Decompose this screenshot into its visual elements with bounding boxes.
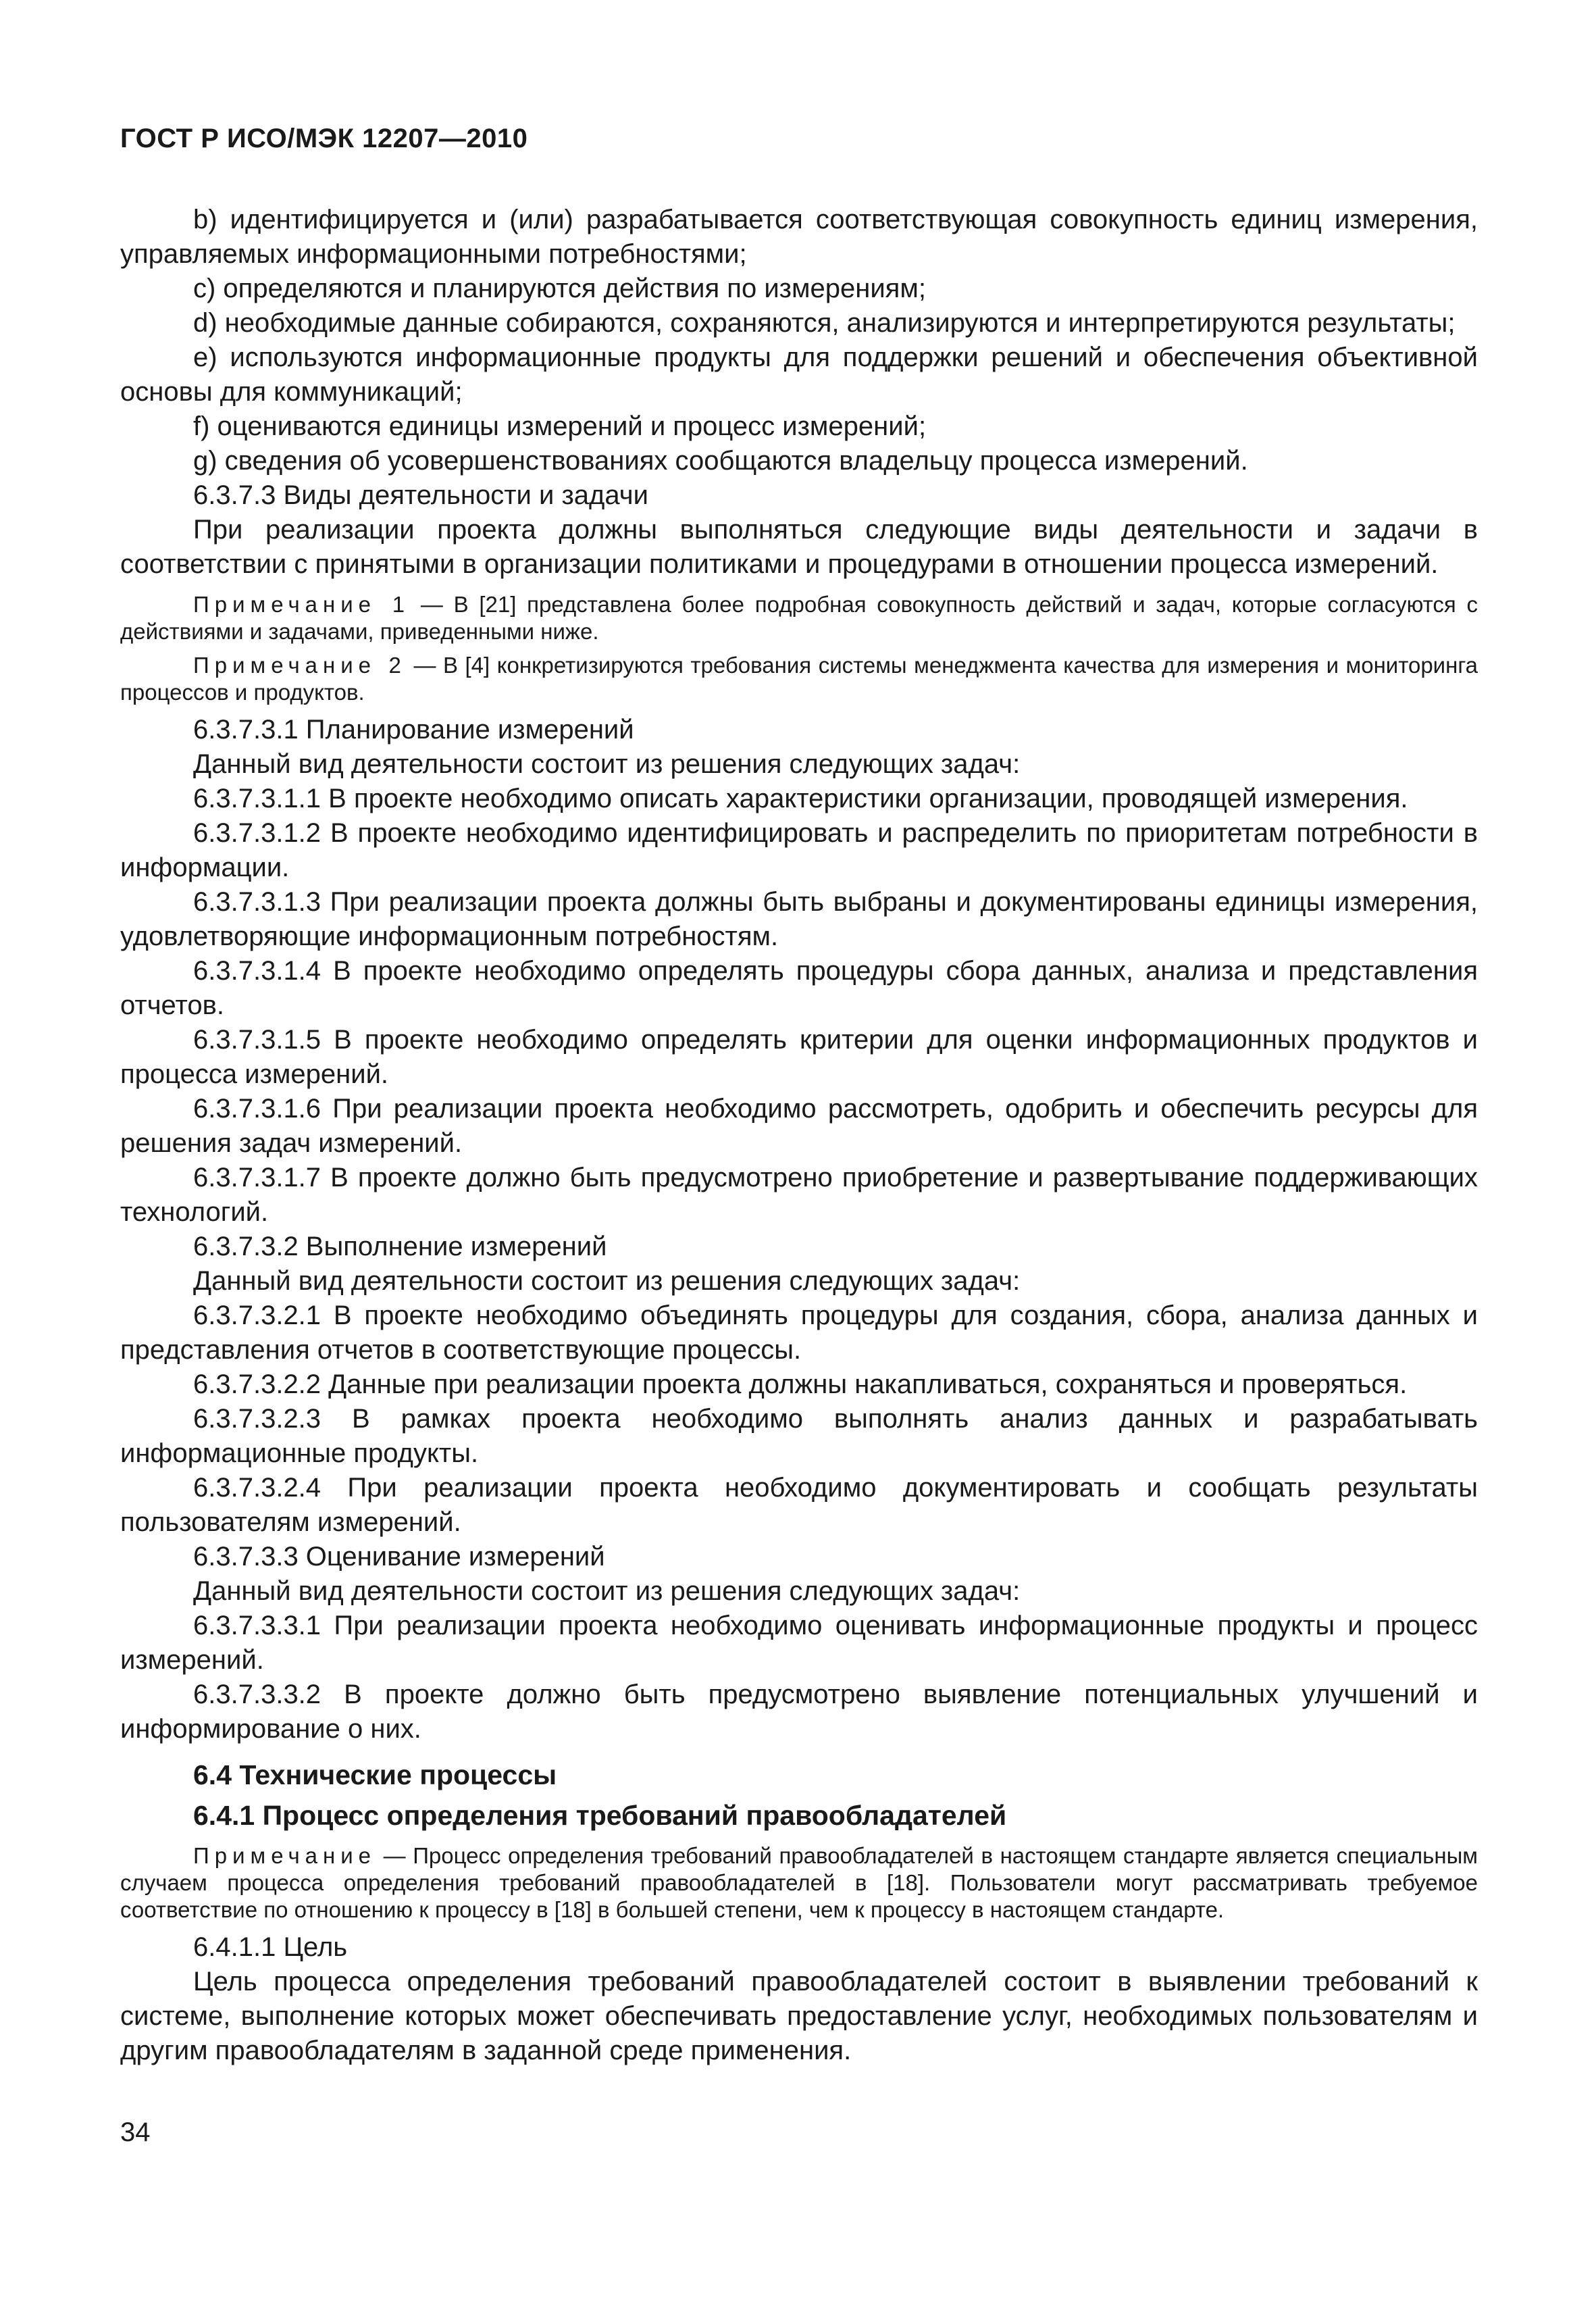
paragraph: 6.3.7.3.1.7 В проекте должно быть предусмотрено приобретение и развертывание поддерживающих технологий. — [120, 1163, 1478, 1227]
paragraph: Данный вид деятельности состоит из решения следующих задач: — [193, 749, 1021, 779]
paragraph: 6.3.7.3 Виды деятельности и задачи — [193, 480, 648, 510]
paragraph: 6.3.7.3.1.3 При реализации проекта должны быть выбраны и документированы единицы измерения, удовлетворяющие информационным потребностям. — [120, 887, 1478, 951]
paragraph: 6.3.7.3.3.2 В проекте должно быть предусмотрено выявление потенциальных улучшений и информирование о них. — [120, 1680, 1478, 1744]
paragraph: 6.3.7.3.2.3 В рамках проекта необходимо выполнять анализ данных и разрабатывать информационные продукты. — [120, 1404, 1478, 1468]
paragraph: e) используются информационные продукты для поддержки решений и обеспечения объективной основы для коммуникаций; — [120, 343, 1478, 407]
paragraph: Данный вид деятельности состоит из решения следующих задач: — [193, 1576, 1021, 1606]
paragraph: 6.3.7.3.1.5 В проекте необходимо определять критерии для оценки информационных продуктов и процесса измерений. — [120, 1025, 1478, 1089]
paragraph: 6.3.7.3.2.4 При реализации проекта необходимо документировать и сообщать результаты пользователям измерений. — [120, 1473, 1478, 1537]
paragraph: f) оцениваются единицы измерений и процесс измерений; — [193, 411, 927, 441]
note-2 — [120, 652, 1478, 706]
paragraph: g) сведения об усовершенствованиях сообщаются владельцу процесса измерений. — [193, 446, 1248, 476]
note-text: — В [4] конкретизируются требования системы менеджмента качества для измерения и мониторинга процессов и продуктов. — [120, 653, 1478, 705]
paragraph: 6.3.7.3.1.4 В проекте необходимо определять процедуры сбора данных, анализа и представления отчетов. — [120, 956, 1478, 1020]
paragraph: Цель процесса определения требований правообладателей состоит в выявлении требований к системе, выполнение которых может обеспечивать предоставление услуг, необходимых пользователям и другим правообладателям в заданной среде применения. — [120, 1967, 1478, 2065]
paragraph: 6.3.7.3.2.2 Данные при реализации проекта должны накапливаться, сохраняться и проверяться. — [193, 1369, 1408, 1399]
paragraph: 6.3.7.3.2.1 В проекте необходимо объединять процедуры для создания, сбора, анализа данных и представления отчетов в соответствующие процессы. — [120, 1301, 1478, 1365]
paragraph: Данный вид деятельности состоит из решения следующих задач: — [193, 1266, 1021, 1296]
paragraph: c) определяются и планируются действия по измерениям; — [193, 274, 926, 303]
paragraph: При реализации проекта должны выполняться следующие виды деятельности и задачи в соответствии с принятыми в организации политиками и процедурами в отношении процесса измерений. — [120, 515, 1478, 579]
paragraph: b) идентифицируется и (или) разрабатывается соответствующая совокупность единиц измерения, управляемых информационными потребностями; — [120, 205, 1478, 269]
note-text: — Процесс определения требований правообладателей в настоящем стандарте является специальным случаем процесса определения требований правообладателей в [18]. Пользователи могут рассматривать требуемое соответствие по отношению к процессу в [18] в большей степени, чем к процессу в настоящем стандарте. — [120, 1843, 1478, 1922]
note-1 — [120, 591, 1478, 645]
document-header: ГОСТ Р ИСО/МЭК 12207—2010 — [120, 124, 528, 153]
document-body — [120, 203, 1478, 2068]
note-text: — В [21] представлена более подробная совокупность действий и задач, которые согласуются с действиями и задачами, приведенными ниже. — [120, 592, 1478, 644]
page-number: 34 — [120, 2117, 151, 2147]
paragraph: 6.3.7.3.3.1 При реализации проекта необходимо оценивать информационные продукты и процесс измерений. — [120, 1611, 1478, 1675]
paragraph: 6.4.1.1 Цель — [193, 1932, 348, 1962]
note-lead: Примечание 1 — [193, 592, 411, 617]
paragraph: 6.3.7.3.1.2 В проекте необходимо идентифицировать и распределить по приоритетам потребности в информации. — [120, 818, 1478, 882]
paragraph: d) необходимые данные собираются, сохраняются, анализируются и интерпретируются результаты; — [193, 308, 1456, 338]
paragraph: 6.3.7.3.1.6 При реализации проекта необходимо рассмотреть, одобрить и обеспечить ресурсы для решения задач измерений. — [120, 1094, 1478, 1158]
note-lead: Примечание 2 — [193, 653, 407, 678]
note-lead: Примечание — [193, 1843, 377, 1868]
paragraph: 6.3.7.3.3 Оценивание измерений — [193, 1542, 605, 1571]
note-3 — [120, 1842, 1478, 1923]
paragraph: 6.3.7.3.1.1 В проекте необходимо описать характеристики организации, проводящей измерения. — [193, 784, 1408, 813]
paragraph: 6.3.7.3.2 Выполнение измерений — [193, 1232, 607, 1261]
subsection-heading: 6.4.1 Процесс определения требований правообладателей — [193, 1800, 1007, 1831]
paragraph: 6.3.7.3.1 Планирование измерений — [193, 715, 634, 745]
section-heading: 6.4 Технические процессы — [193, 1759, 557, 1790]
